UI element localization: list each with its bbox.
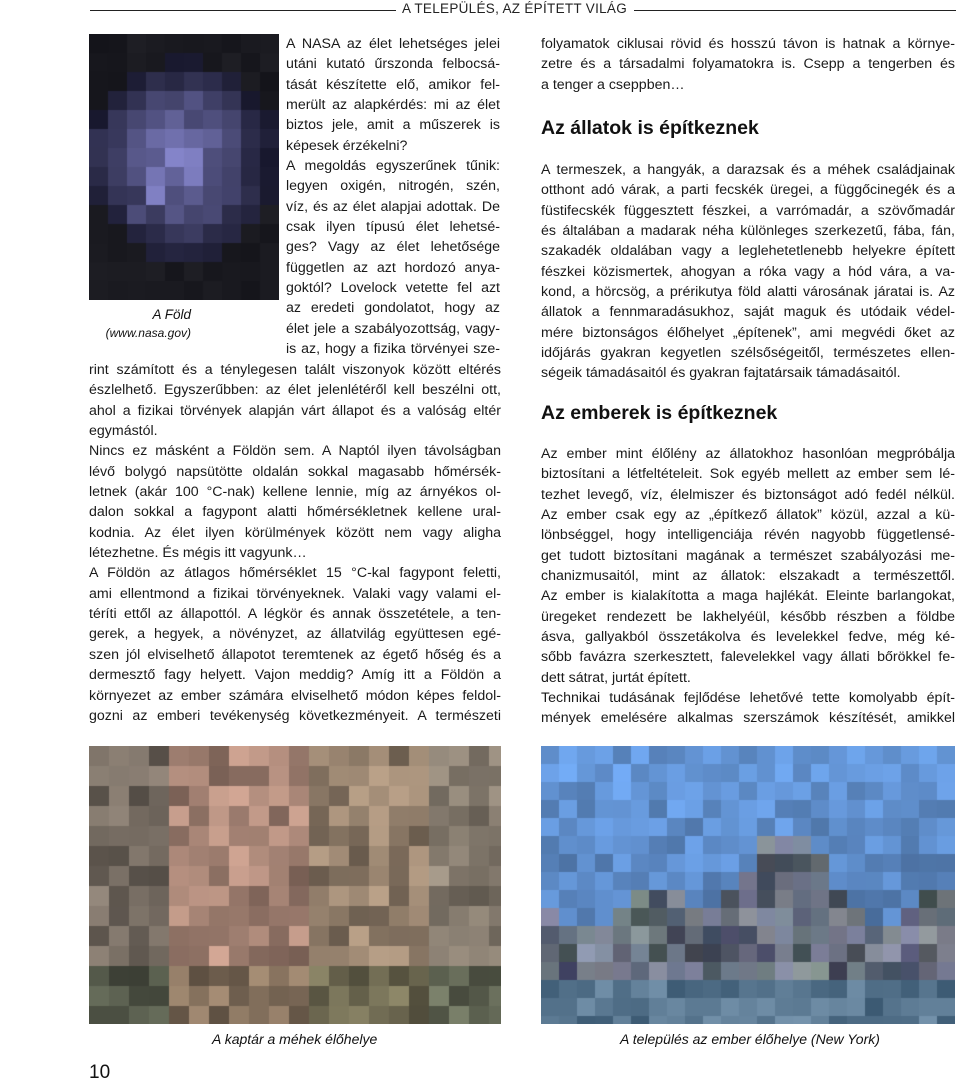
text-line: A termeszek, a hangyák, a darazsak és a méhek családjainak bbox=[541, 162, 955, 178]
text-line: független az azt hordozó anya- bbox=[286, 259, 500, 276]
text-line: a tenger a cseppben… bbox=[541, 76, 685, 93]
header-rule-right bbox=[634, 10, 956, 11]
text-line: A NASA az élet lehetséges jelei bbox=[286, 36, 500, 52]
text-line: mére biztonságos élőhelyet „építenek”, ami megvédi őket az bbox=[541, 324, 955, 341]
text-line: élet jele a szabályozottság, vagy- bbox=[286, 320, 500, 337]
text-line: gozni az emberi tevékenység következményeit. A természeti bbox=[89, 707, 501, 724]
text-line: Nincs ez másként a Földön sem. A Naptól ilyen távolságban bbox=[89, 443, 501, 460]
earth-caption bbox=[89, 306, 191, 342]
text-line: téríti ettől az állapottól. A légkör és annak összetétele, a ten- bbox=[89, 606, 501, 623]
text-line: kodnia. Az élet ilyen körülmények között nem vagy aligha bbox=[89, 524, 501, 541]
text-line: üregeket rendezett be lakhelyéül, később részben a földbe bbox=[541, 608, 955, 625]
earth-caption-title: A Föld bbox=[152, 307, 191, 322]
text-line: fészkei közismertek, ahogyan a róka vagy a hód vára, a va- bbox=[541, 263, 955, 280]
text-line: goktól? Lovelock vetette fel azt bbox=[286, 280, 500, 297]
text-line: gerek, a hegyek, a növényzet, az állatvilág együttesen egé- bbox=[89, 626, 501, 643]
text-line: mények emelésére alkalmas szerszámok készítését, amikkel bbox=[541, 710, 955, 727]
text-line: állatok a fennmaradásukhoz, saját maguk és utódaik védel- bbox=[541, 304, 955, 321]
text-line: ségeik támadásaitól és gyakran fajtatársaik támadásaitól. bbox=[541, 365, 901, 382]
text-line: képesek érzékelni? bbox=[286, 137, 408, 154]
text-line: merült az alapkérdés: mi az élet bbox=[286, 97, 500, 114]
earth-caption-source: (www.nasa.gov) bbox=[105, 326, 191, 340]
text-line: észlelhető. Egyszerűbben: az élet jelenlétéről kell beszélni ott, bbox=[89, 382, 501, 399]
text-line: otthont adó várak, a parti fecskék üregei, a függőcinegék és a bbox=[541, 182, 955, 199]
heading-humans: Az emberek is építkeznek bbox=[541, 402, 778, 424]
text-line: szakadék oldalában vagy a leglehetetlenebb helyekre épített bbox=[541, 243, 955, 260]
text-line: füstifecskék függesztett fészkei, a varrómadár, a szövőmadár bbox=[541, 202, 955, 219]
page-number: 10 bbox=[89, 1062, 111, 1083]
text-line: időjárás gyakran kegyetlen szélsőségeitől, természetes ellen- bbox=[541, 345, 955, 362]
text-line: tezhet levegő, víz, élelmiszer és biztonságot adó fedél nélkül. bbox=[541, 486, 955, 503]
text-line: sőbb favázra szerkesztett, falevelekkel vagy állati bőrökkel fe- bbox=[541, 649, 955, 666]
text-line: dalon sokkal a fagypont alatti hőmérsékletnek kellene ural- bbox=[89, 504, 501, 521]
text-line: legyen oxigén, nitrogén, szén, bbox=[286, 178, 500, 195]
text-line: utáni kutató űrszonda felbocsá- bbox=[286, 56, 500, 73]
text-line: létezhetne. És mégis itt vagyunk… bbox=[89, 545, 307, 562]
new-york-caption: A település az ember élőhelye (New York) bbox=[620, 1031, 880, 1047]
text-line: dermesztő fagy helyett. Vajon meddig? Amíg itt a Földön a bbox=[89, 667, 501, 684]
text-line: ahol a fizikai törvények alapján várt állapot és a valóság eltér bbox=[89, 402, 501, 419]
text-line: környezet az ember számára elviselhető módon képes feldol- bbox=[89, 687, 501, 704]
paragraph-animals bbox=[541, 160, 955, 384]
text-line: biztos jele, amit a műszerek is bbox=[286, 117, 500, 134]
text-line: lévő bolygó napsütötte oldalán sokkal magasabb hőmérsék- bbox=[89, 463, 501, 480]
paragraph-nasa-intro bbox=[286, 34, 500, 360]
paragraph-earth-temperature bbox=[89, 360, 501, 726]
text-line: lönbséggel, hogy intelligenciája révén nagyobb függetlensé- bbox=[541, 527, 955, 544]
paragraph-right-intro bbox=[541, 34, 955, 95]
text-line: biztosítani a létfeltételeit. Sok egyéb mellett az ember sem lé- bbox=[541, 466, 955, 483]
text-line: Az ember is kialakította a maga hajlékát. Eleinte barlangokat, bbox=[541, 588, 955, 605]
text-line: is az, hogy a fizika törvényei sze- bbox=[286, 341, 500, 358]
text-line: szen jól elviselhető állapotot teremtenek az égető hőség és a bbox=[89, 646, 501, 663]
text-line: folyamatok ciklusai rövid és hosszú távon is hatnak a környe- bbox=[541, 36, 955, 52]
text-line: és általában a madarak néha különleges szerkezetű, fába, fán, bbox=[541, 223, 955, 240]
text-line: ges? Vagy az élet lehetősége bbox=[286, 239, 500, 256]
header-rule-left bbox=[90, 10, 396, 11]
earth-photo bbox=[89, 34, 279, 300]
beehive-photo bbox=[89, 746, 501, 1024]
text-line: dett sátrat, jurtát épített. bbox=[541, 669, 691, 686]
running-header: A TELEPÜLÉS, AZ ÉPÍTETT VILÁG bbox=[402, 1, 628, 16]
text-line: letnek (akár 100 °C-nak) kellene lennie, míg az árnyékos ol- bbox=[89, 484, 501, 501]
text-line: Az ember mint élőlény az állatokhoz hasonlóan megpróbálja bbox=[541, 446, 955, 462]
beehive-caption: A kaptár a méhek élőhelye bbox=[212, 1031, 378, 1047]
text-line: Az ember csak egy az „építkező állatok” közül, azzal a kü- bbox=[541, 507, 955, 524]
text-line: kond, a hörcsög, a prérikutya föld alatti városának járatai is. Az bbox=[541, 284, 955, 301]
heading-animals: Az állatok is építkeznek bbox=[541, 117, 759, 139]
text-line: chanizmusaitól, mint az állatok: elszakadt a természettől. bbox=[541, 568, 955, 585]
text-line: egymástól. bbox=[89, 423, 158, 440]
text-line: csak ilyen típusú élet lehetsé- bbox=[286, 219, 500, 236]
text-line: A Földön az átlagos hőmérséklet 15 °C-kal fagypont feletti, bbox=[89, 565, 501, 582]
text-line: rint számított és a ténylegesen talált viszonyok között eltérés bbox=[89, 362, 501, 378]
text-line: A megoldás egyszerűnek tűnik: bbox=[286, 158, 500, 175]
text-line: ami ellentmond a fizikai törvényeknek. Valaki vagy valami el- bbox=[89, 585, 501, 602]
text-line: get tudott biztosítani magának a természet szabályozási me- bbox=[541, 547, 955, 564]
text-line: Technikai tudásának fejlődése lehetővé tette komolyabb épít- bbox=[541, 690, 955, 707]
paragraph-humans bbox=[541, 444, 955, 729]
text-line: víz, és az élet alapjai adottak. De bbox=[286, 198, 500, 215]
text-line: az eredeti gondolatot, hogy az bbox=[286, 300, 500, 317]
new-york-photo bbox=[541, 746, 955, 1024]
text-line: ásva, gallyakból összetákolva és levelekkel fedve, még ké- bbox=[541, 629, 955, 646]
text-line: tását készítette elő, amikor fel- bbox=[286, 76, 500, 93]
text-line: zetre és a társadalmi folyamatokra is. Csepp a tengerben és bbox=[541, 56, 955, 73]
